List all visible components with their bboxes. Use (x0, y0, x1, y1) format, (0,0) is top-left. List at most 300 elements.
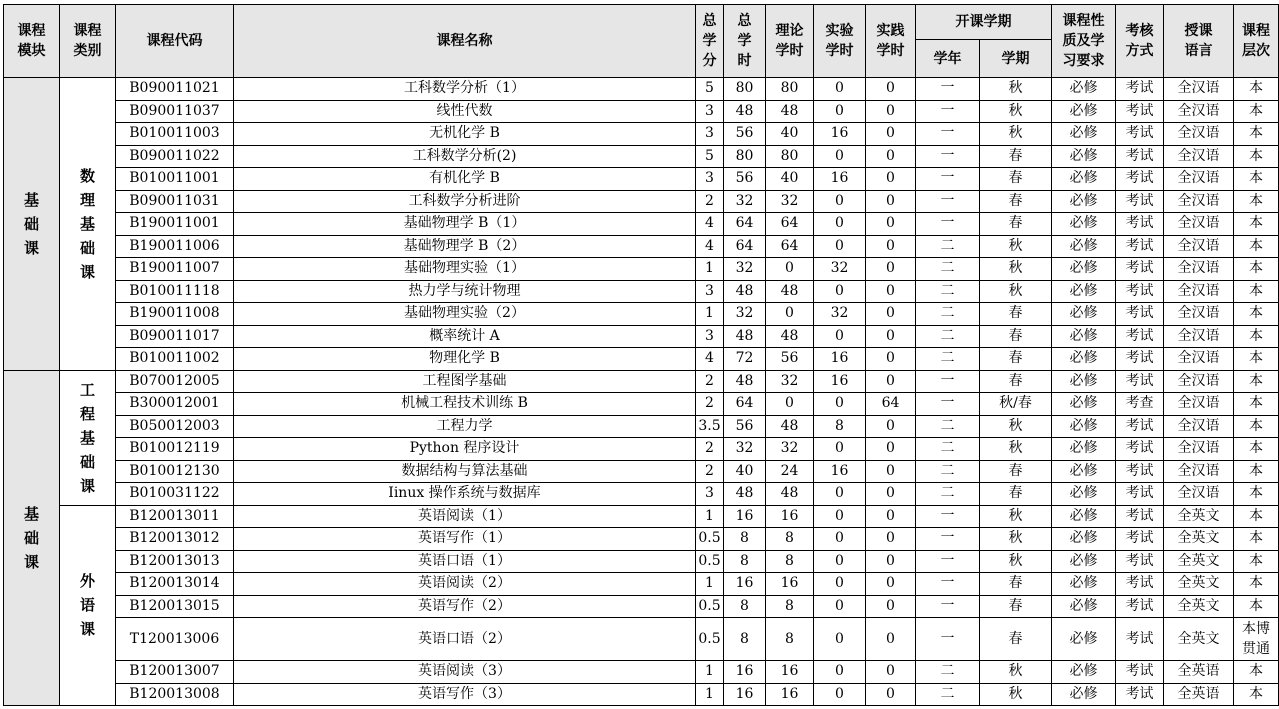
header-category: 课程 类别 (60, 5, 116, 78)
cell-exam: 考试 (1116, 123, 1164, 146)
cell-language: 全汉语 (1164, 370, 1234, 393)
cell-practice-hours: 0 (866, 303, 916, 326)
cell-name: Iinux 操作系统与数据库 (234, 483, 696, 506)
cell-level: 本 (1234, 505, 1279, 528)
cell-practice-hours: 0 (866, 528, 916, 551)
table-row (4, 661, 1279, 684)
cell-nature: 必修 (1052, 595, 1116, 618)
cell-name: 英语口语（1） (234, 550, 696, 573)
cell-theory-hours: 32 (766, 190, 814, 213)
cell-language: 全汉语 (1164, 145, 1234, 168)
cell-code: B120013011 (116, 505, 234, 528)
cell-exam: 考试 (1116, 370, 1164, 393)
cell-code: B010012130 (116, 460, 234, 483)
cell-practice-hours: 0 (866, 550, 916, 573)
cell-credits: 5 (696, 145, 724, 168)
cell-term: 秋 (980, 683, 1052, 706)
cell-credits: 0.5 (696, 618, 724, 661)
cell-name: 数据结构与算法基础 (234, 460, 696, 483)
cell-nature: 必修 (1052, 505, 1116, 528)
cell-total-hours: 64 (724, 393, 766, 416)
cell-code: B090011022 (116, 145, 234, 168)
cell-credits: 1 (696, 683, 724, 706)
cell-level: 本 (1234, 325, 1279, 348)
cell-nature: 必修 (1052, 528, 1116, 551)
cell-nature: 必修 (1052, 683, 1116, 706)
cell-year: 二 (916, 258, 980, 281)
cell-level: 本 (1234, 393, 1279, 416)
cell-language: 全汉语 (1164, 100, 1234, 123)
cell-theory-hours: 8 (766, 528, 814, 551)
cell-total-hours: 48 (724, 100, 766, 123)
cell-code: B120013013 (116, 550, 234, 573)
cell-language: 全汉语 (1164, 213, 1234, 236)
cell-exam: 考试 (1116, 78, 1164, 101)
cell-exam: 考试 (1116, 280, 1164, 303)
cell-credits: 3 (696, 168, 724, 191)
cell-credits: 1 (696, 505, 724, 528)
cell-year: 一 (916, 123, 980, 146)
cell-level: 本 (1234, 528, 1279, 551)
cell-credits: 3 (696, 100, 724, 123)
cell-nature: 必修 (1052, 618, 1116, 661)
cell-lab-hours: 0 (814, 438, 866, 461)
cell-lab-hours: 0 (814, 78, 866, 101)
header-module: 课程 模块 (4, 5, 60, 78)
cell-total-hours: 32 (724, 303, 766, 326)
cell-term: 秋 (980, 280, 1052, 303)
cell-term: 秋 (980, 100, 1052, 123)
cell-practice-hours: 64 (866, 393, 916, 416)
cell-exam: 考试 (1116, 168, 1164, 191)
cell-exam: 考试 (1116, 550, 1164, 573)
cell-year: 一 (916, 550, 980, 573)
cell-level: 本 (1234, 550, 1279, 573)
cell-nature: 必修 (1052, 100, 1116, 123)
cell-name: 基础物理实验（1） (234, 258, 696, 281)
cell-theory-hours: 0 (766, 303, 814, 326)
cell-name: 英语阅读（1） (234, 505, 696, 528)
cell-nature: 必修 (1052, 661, 1116, 684)
cell-nature: 必修 (1052, 303, 1116, 326)
cell-theory-hours: 80 (766, 145, 814, 168)
cell-theory-hours: 8 (766, 595, 814, 618)
cell-code: B120013014 (116, 573, 234, 596)
cell-nature: 必修 (1052, 78, 1116, 101)
cell-credits: 3 (696, 483, 724, 506)
cell-nature: 必修 (1052, 258, 1116, 281)
cell-level: 本 (1234, 415, 1279, 438)
cell-nature: 必修 (1052, 348, 1116, 371)
cell-total-hours: 48 (724, 370, 766, 393)
cell-year: 一 (916, 190, 980, 213)
cell-exam: 考试 (1116, 190, 1164, 213)
header-name: 课程名称 (234, 5, 696, 78)
table-row (4, 190, 1279, 213)
cell-language: 全汉语 (1164, 258, 1234, 281)
cell-total-hours: 16 (724, 573, 766, 596)
cell-level: 本 (1234, 100, 1279, 123)
cell-term: 秋 (980, 661, 1052, 684)
cell-credits: 4 (696, 213, 724, 236)
cell-year: 一 (916, 370, 980, 393)
cell-year: 二 (916, 415, 980, 438)
cell-language: 全汉语 (1164, 348, 1234, 371)
cell-year: 二 (916, 661, 980, 684)
cell-lab-hours: 0 (814, 528, 866, 551)
cell-lab-hours: 0 (814, 100, 866, 123)
category-cell: 数 理 基 础 课 (60, 78, 116, 371)
cell-total-hours: 8 (724, 595, 766, 618)
cell-practice-hours: 0 (866, 370, 916, 393)
cell-total-hours: 48 (724, 325, 766, 348)
header-row-1 (4, 5, 1279, 40)
cell-nature: 必修 (1052, 145, 1116, 168)
cell-year: 一 (916, 168, 980, 191)
cell-lab-hours: 32 (814, 258, 866, 281)
cell-code: B090011017 (116, 325, 234, 348)
table-row (4, 348, 1279, 371)
cell-language: 全英文 (1164, 573, 1234, 596)
cell-year: 一 (916, 595, 980, 618)
cell-theory-hours: 64 (766, 235, 814, 258)
cell-name: 工程力学 (234, 415, 696, 438)
cell-term: 秋 (980, 78, 1052, 101)
cell-nature: 必修 (1052, 550, 1116, 573)
cell-practice-hours: 0 (866, 438, 916, 461)
table-row (4, 483, 1279, 506)
cell-total-hours: 32 (724, 258, 766, 281)
cell-credits: 3 (696, 280, 724, 303)
header-language: 授课 语言 (1164, 5, 1234, 78)
cell-level: 本 (1234, 595, 1279, 618)
cell-term: 秋 (980, 415, 1052, 438)
cell-credits: 3 (696, 123, 724, 146)
cell-term: 春 (980, 573, 1052, 596)
cell-nature: 必修 (1052, 393, 1116, 416)
cell-term: 秋 (980, 123, 1052, 146)
cell-name: 基础物理实验（2） (234, 303, 696, 326)
cell-name: 热力学与统计物理 (234, 280, 696, 303)
cell-year: 二 (916, 303, 980, 326)
cell-lab-hours: 32 (814, 303, 866, 326)
cell-lab-hours: 16 (814, 123, 866, 146)
cell-name: Python 程序设计 (234, 438, 696, 461)
cell-lab-hours: 0 (814, 213, 866, 236)
table-row (4, 595, 1279, 618)
cell-exam: 考试 (1116, 595, 1164, 618)
table-row (4, 280, 1279, 303)
cell-lab-hours: 8 (814, 415, 866, 438)
cell-nature: 必修 (1052, 460, 1116, 483)
cell-lab-hours: 0 (814, 280, 866, 303)
cell-code: B070012005 (116, 370, 234, 393)
cell-practice-hours: 0 (866, 415, 916, 438)
curriculum-table (3, 4, 1279, 706)
table-row (4, 573, 1279, 596)
cell-code: B090011021 (116, 78, 234, 101)
cell-theory-hours: 80 (766, 78, 814, 101)
cell-language: 全英语 (1164, 683, 1234, 706)
cell-practice-hours: 0 (866, 618, 916, 661)
cell-year: 一 (916, 505, 980, 528)
cell-year: 一 (916, 393, 980, 416)
cell-name: 工科数学分析(2) (234, 145, 696, 168)
category-cell: 外 语 课 (60, 505, 116, 706)
cell-total-hours: 16 (724, 505, 766, 528)
cell-exam: 考试 (1116, 528, 1164, 551)
cell-credits: 4 (696, 235, 724, 258)
cell-exam: 考试 (1116, 618, 1164, 661)
cell-term: 秋 (980, 505, 1052, 528)
cell-total-hours: 8 (724, 550, 766, 573)
cell-lab-hours: 0 (814, 505, 866, 528)
cell-name: 英语写作（3） (234, 683, 696, 706)
header-practice-hours: 实践 学时 (866, 5, 916, 78)
category-cell: 工 程 基 础 课 (60, 370, 116, 505)
cell-level: 本 (1234, 683, 1279, 706)
cell-term: 春 (980, 483, 1052, 506)
cell-theory-hours: 40 (766, 168, 814, 191)
cell-theory-hours: 48 (766, 415, 814, 438)
cell-credits: 2 (696, 370, 724, 393)
cell-name: 英语阅读（3） (234, 661, 696, 684)
cell-code: B010031122 (116, 483, 234, 506)
cell-language: 全英文 (1164, 528, 1234, 551)
cell-exam: 考试 (1116, 415, 1164, 438)
cell-code: B120013007 (116, 661, 234, 684)
cell-exam: 考试 (1116, 438, 1164, 461)
cell-code: B300012001 (116, 393, 234, 416)
header-code: 课程代码 (116, 5, 234, 78)
cell-practice-hours: 0 (866, 483, 916, 506)
cell-theory-hours: 48 (766, 280, 814, 303)
cell-nature: 必修 (1052, 213, 1116, 236)
cell-nature: 必修 (1052, 168, 1116, 191)
cell-credits: 1 (696, 258, 724, 281)
cell-lab-hours: 16 (814, 460, 866, 483)
cell-exam: 考查 (1116, 393, 1164, 416)
cell-term: 春 (980, 168, 1052, 191)
cell-lab-hours: 0 (814, 618, 866, 661)
cell-name: 工程图学基础 (234, 370, 696, 393)
cell-term: 春 (980, 460, 1052, 483)
table-row (4, 145, 1279, 168)
cell-lab-hours: 0 (814, 595, 866, 618)
cell-practice-hours: 0 (866, 235, 916, 258)
cell-exam: 考试 (1116, 325, 1164, 348)
table-row (4, 258, 1279, 281)
cell-theory-hours: 16 (766, 505, 814, 528)
cell-code: B190011008 (116, 303, 234, 326)
cell-lab-hours: 0 (814, 393, 866, 416)
cell-total-hours: 80 (724, 145, 766, 168)
cell-code: T120013006 (116, 618, 234, 661)
cell-total-hours: 48 (724, 483, 766, 506)
cell-year: 一 (916, 213, 980, 236)
table-row (4, 370, 1279, 393)
cell-credits: 2 (696, 438, 724, 461)
cell-lab-hours: 0 (814, 483, 866, 506)
cell-lab-hours: 0 (814, 661, 866, 684)
cell-total-hours: 32 (724, 190, 766, 213)
table-row (4, 528, 1279, 551)
cell-nature: 必修 (1052, 190, 1116, 213)
cell-credits: 0.5 (696, 550, 724, 573)
cell-term: 秋 (980, 528, 1052, 551)
cell-theory-hours: 16 (766, 573, 814, 596)
cell-year: 一 (916, 573, 980, 596)
cell-language: 全汉语 (1164, 280, 1234, 303)
cell-code: B190011001 (116, 213, 234, 236)
cell-practice-hours: 0 (866, 661, 916, 684)
cell-exam: 考试 (1116, 258, 1164, 281)
cell-year: 一 (916, 100, 980, 123)
cell-name: 英语口语（2） (234, 618, 696, 661)
table-row (4, 78, 1279, 101)
cell-code: B190011006 (116, 235, 234, 258)
header-credits: 总 学 分 (696, 5, 724, 78)
cell-nature: 必修 (1052, 280, 1116, 303)
cell-practice-hours: 0 (866, 168, 916, 191)
cell-practice-hours: 0 (866, 213, 916, 236)
cell-language: 全汉语 (1164, 78, 1234, 101)
cell-theory-hours: 16 (766, 661, 814, 684)
cell-year: 二 (916, 460, 980, 483)
cell-credits: 2 (696, 460, 724, 483)
table-row (4, 460, 1279, 483)
header-semester: 开课学期 (916, 5, 1052, 40)
cell-term: 春 (980, 370, 1052, 393)
cell-total-hours: 72 (724, 348, 766, 371)
cell-total-hours: 8 (724, 618, 766, 661)
module-cell: 基 础 课 (4, 78, 60, 371)
cell-name: 工科数学分析进阶 (234, 190, 696, 213)
cell-language: 全汉语 (1164, 415, 1234, 438)
cell-language: 全汉语 (1164, 190, 1234, 213)
header-level: 课程 层次 (1234, 5, 1279, 78)
table-row (4, 438, 1279, 461)
cell-exam: 考试 (1116, 483, 1164, 506)
cell-language: 全英文 (1164, 618, 1234, 661)
cell-level: 本博 贯通 (1234, 618, 1279, 661)
cell-theory-hours: 32 (766, 438, 814, 461)
cell-credits: 0.5 (696, 595, 724, 618)
cell-level: 本 (1234, 168, 1279, 191)
header-lab-hours: 实验 学时 (814, 5, 866, 78)
cell-nature: 必修 (1052, 235, 1116, 258)
cell-exam: 考试 (1116, 100, 1164, 123)
cell-term: 春 (980, 618, 1052, 661)
cell-practice-hours: 0 (866, 573, 916, 596)
cell-theory-hours: 8 (766, 618, 814, 661)
cell-credits: 1 (696, 303, 724, 326)
cell-credits: 5 (696, 78, 724, 101)
cell-practice-hours: 0 (866, 280, 916, 303)
cell-language: 全汉语 (1164, 303, 1234, 326)
cell-theory-hours: 8 (766, 550, 814, 573)
cell-language: 全英文 (1164, 505, 1234, 528)
cell-practice-hours: 0 (866, 348, 916, 371)
cell-practice-hours: 0 (866, 325, 916, 348)
cell-year: 二 (916, 438, 980, 461)
cell-level: 本 (1234, 460, 1279, 483)
cell-level: 本 (1234, 661, 1279, 684)
cell-lab-hours: 0 (814, 325, 866, 348)
cell-language: 全英语 (1164, 661, 1234, 684)
cell-year: 二 (916, 683, 980, 706)
cell-practice-hours: 0 (866, 190, 916, 213)
cell-lab-hours: 0 (814, 190, 866, 213)
header-year: 学年 (916, 40, 980, 78)
cell-total-hours: 40 (724, 460, 766, 483)
cell-lab-hours: 0 (814, 550, 866, 573)
cell-practice-hours: 0 (866, 123, 916, 146)
cell-name: 英语写作（1） (234, 528, 696, 551)
cell-term: 春 (980, 190, 1052, 213)
cell-language: 全英文 (1164, 550, 1234, 573)
cell-name: 线性代数 (234, 100, 696, 123)
cell-practice-hours: 0 (866, 145, 916, 168)
cell-name: 基础物理学 B（2） (234, 235, 696, 258)
cell-total-hours: 80 (724, 78, 766, 101)
table-row (4, 550, 1279, 573)
cell-term: 秋 (980, 438, 1052, 461)
cell-term: 春 (980, 325, 1052, 348)
cell-exam: 考试 (1116, 145, 1164, 168)
cell-credits: 1 (696, 661, 724, 684)
cell-practice-hours: 0 (866, 505, 916, 528)
cell-credits: 2 (696, 393, 724, 416)
table-row (4, 303, 1279, 326)
cell-theory-hours: 32 (766, 370, 814, 393)
cell-year: 二 (916, 235, 980, 258)
cell-level: 本 (1234, 78, 1279, 101)
cell-theory-hours: 24 (766, 460, 814, 483)
header-term: 学期 (980, 40, 1052, 78)
cell-nature: 必修 (1052, 325, 1116, 348)
cell-theory-hours: 64 (766, 213, 814, 236)
cell-exam: 考试 (1116, 661, 1164, 684)
cell-total-hours: 48 (724, 280, 766, 303)
cell-total-hours: 16 (724, 661, 766, 684)
cell-theory-hours: 40 (766, 123, 814, 146)
cell-practice-hours: 0 (866, 683, 916, 706)
cell-lab-hours: 16 (814, 370, 866, 393)
cell-year: 一 (916, 618, 980, 661)
table-row (4, 618, 1279, 661)
cell-level: 本 (1234, 370, 1279, 393)
cell-year: 一 (916, 145, 980, 168)
cell-language: 全汉语 (1164, 460, 1234, 483)
cell-level: 本 (1234, 348, 1279, 371)
cell-name: 有机化学 B (234, 168, 696, 191)
cell-level: 本 (1234, 258, 1279, 281)
cell-credits: 2 (696, 190, 724, 213)
cell-total-hours: 64 (724, 235, 766, 258)
cell-language: 全汉语 (1164, 123, 1234, 146)
cell-exam: 考试 (1116, 683, 1164, 706)
table-row (4, 325, 1279, 348)
cell-credits: 4 (696, 348, 724, 371)
table-row (4, 393, 1279, 416)
cell-code: B120013012 (116, 528, 234, 551)
table-row (4, 213, 1279, 236)
cell-code: B050012003 (116, 415, 234, 438)
cell-name: 机械工程技术训练 B (234, 393, 696, 416)
header-exam: 考核 方式 (1116, 5, 1164, 78)
cell-year: 二 (916, 483, 980, 506)
